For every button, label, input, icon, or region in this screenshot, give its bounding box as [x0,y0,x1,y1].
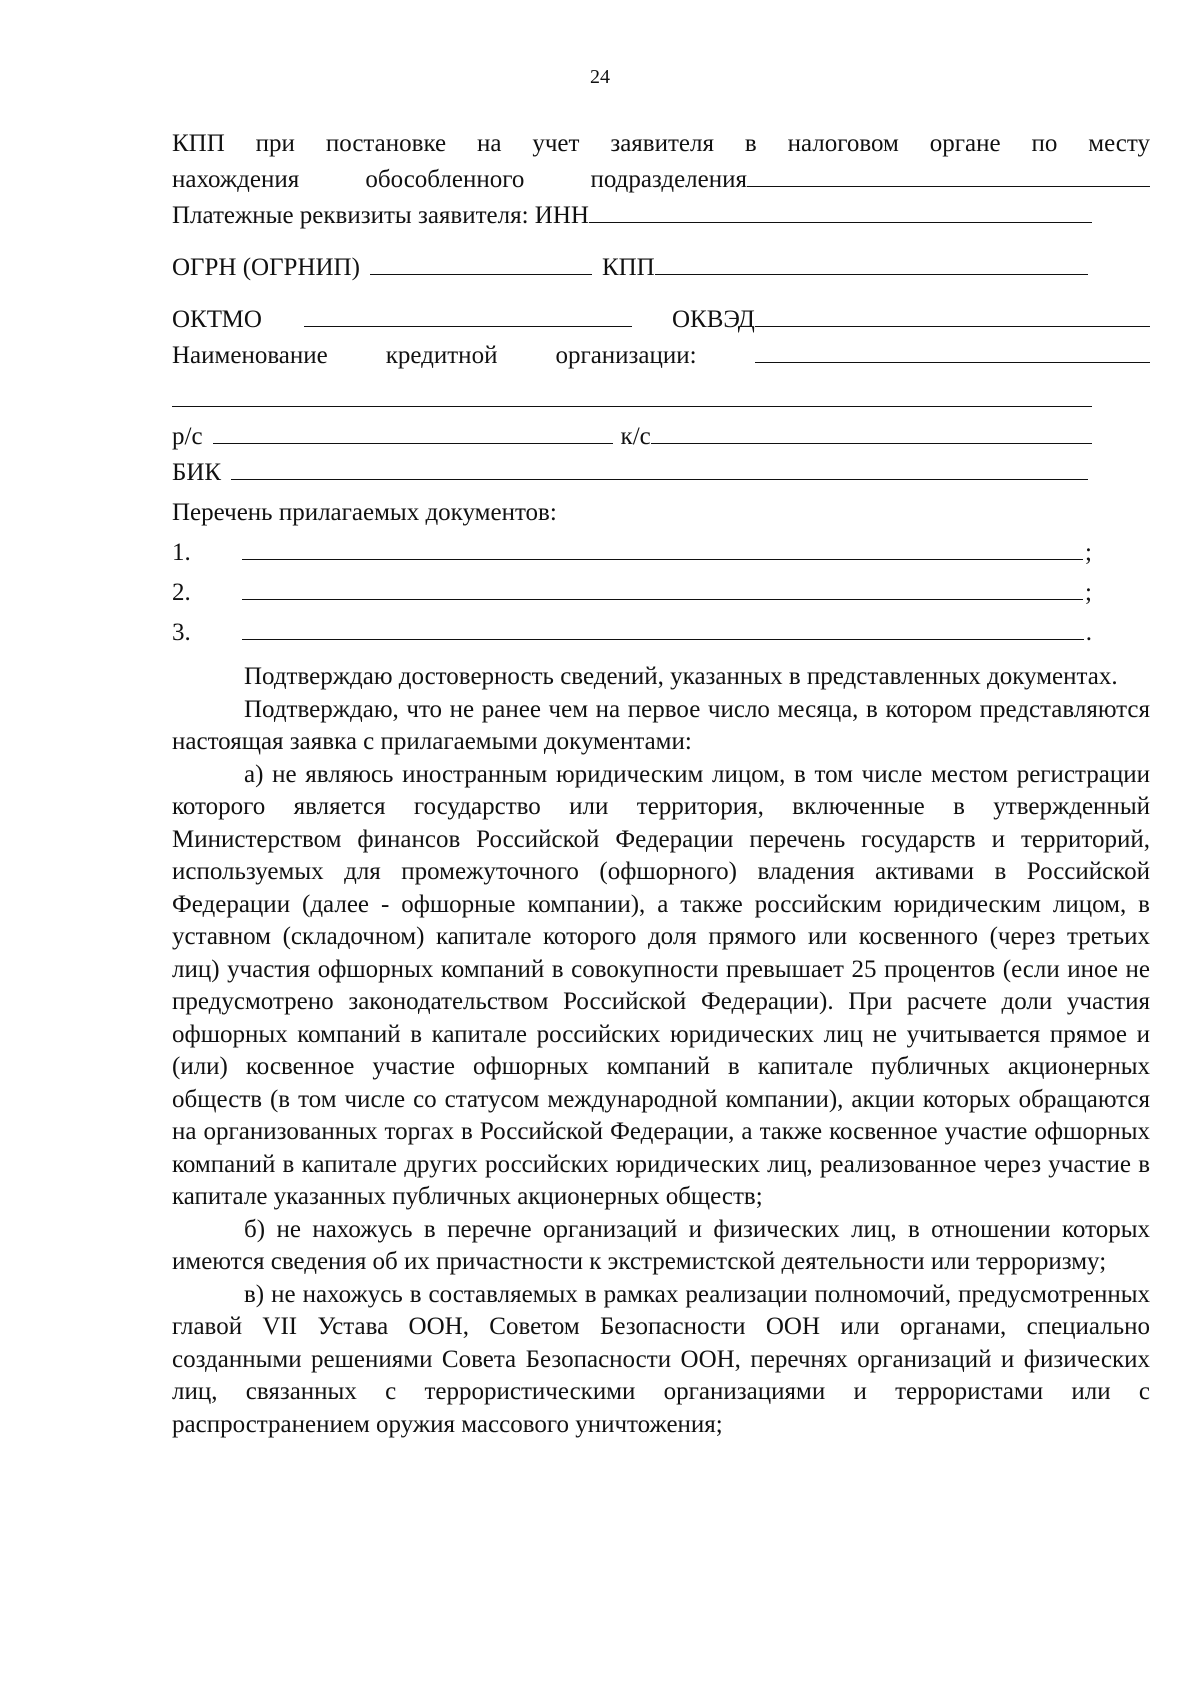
kpp-label: КПП [601,254,655,281]
inn-row [172,196,1092,232]
bik-row [172,453,1088,489]
ogrn-kpp-row [172,248,1088,284]
bank-name-word-1: Наименование [172,342,328,369]
attachment-end: ; [1085,579,1092,606]
accounts-row [172,417,1092,453]
ks-field[interactable] [651,417,1092,444]
inn-field[interactable] [589,196,1092,223]
ogrn-label: ОГРН (ОГРНИП) [172,254,360,281]
inn-label: Платежные реквизиты заявителя: ИНН [172,202,589,229]
oktmo-field[interactable] [304,300,632,327]
attachment-item [172,613,1092,649]
bank-name-field-2[interactable] [172,380,1092,407]
paragraph-item-a: а) не являюсь иностранным юридическим лицом, в том числе местом регистрации которого является государство или территория, включенные в утвержденный Министерством финансов Российской Федерации перечень государств и территорий, используемых для промежуточного (офшорного) владения активами в Российской Федерации (далее - офшорные компании), а также российским юридическим лицом, в уставном (складочном) капитале которого доля прямого или косвенного (через третьих лиц) участия офшорных компаний в совокупности превышает 25 процентов (если иное не предусмотрено законодательством Российской Федерации). При расчете доли участия офшорных компаний в капитале российских юридических лиц не учитывается прямое и (или) косвенное участие офшорных компаний в капитале публичных акционерных обществ (в том числе со статусом международной компании), акции которых обращаются на организованных торгах в Российской Федерации, а также косвенное участие офшорных компаний в капитале других российских юридических лиц, реализованное через участие в капитале указанных публичных акционерных обществ; [172,760,1150,1210]
attachments-title: Перечень прилагаемых документов: [172,499,557,526]
okved-label: ОКВЭД [671,306,755,333]
kpp-line-2-text: нахождения обособленного подразделения [172,166,747,193]
bank-name-field[interactable] [755,336,1150,363]
bik-field[interactable] [231,453,1088,480]
rs-label: р/с [172,423,203,450]
bank-name-word-2: кредитной [385,342,498,369]
attachment-field-1[interactable] [242,533,1083,560]
rs-field[interactable] [213,417,613,444]
attachment-number: 2. [172,579,191,606]
ks-label: к/с [620,423,651,450]
paragraph-item-b: б) не нахожусь в перечне организаций и физических лиц, в отношении которых имеются сведения об их причастности к экстремистской деятельности или терроризму; [172,1215,1150,1275]
bank-name-row [172,336,1150,372]
okved-field[interactable] [755,300,1150,327]
ogrn-field[interactable] [370,248,592,275]
kpp-line-2 [172,160,1150,196]
document-body [172,128,1150,1441]
oktmo-label: ОКТМО [172,306,262,333]
kpp-line-1: КПП при постановке на учет заявителя в налоговом органе по месту [172,130,1150,157]
paragraph-confirm-conditions: Подтверждаю, что не ранее чем на первое число месяца, в котором представляются настоящая заявка с прилагаемыми документами: [172,695,1150,755]
attachment-item [172,573,1092,609]
bank-name-word-3: организации: [555,342,697,369]
bank-name-row-2 [172,380,1092,407]
attachment-end: . [1085,619,1092,646]
attachment-field-2[interactable] [242,573,1083,600]
bik-label: БИК [172,459,222,486]
attachment-number: 1. [172,539,191,566]
paragraph-confirm-accuracy: Подтверждаю достоверность сведений, указанных в представленных документах. [244,663,1118,690]
attachment-field-3[interactable] [242,613,1084,640]
paragraph-item-c: в) не нахожусь в составляемых в рамках реализации полномочий, предусмотренных главой VII Устава ООН, Советом Безопасности ООН или органами, специально созданными решениями Совета Безопасности ООН, перечнях организаций и физических лиц, связанных с террористическими организациями и террористами или с распространением оружия массового уничтожения; [172,1280,1150,1438]
kpp-separate-unit-field[interactable] [747,160,1150,187]
kpp-field[interactable] [655,248,1088,275]
attachment-number: 3. [172,619,191,646]
oktmo-okved-row [172,300,1150,336]
page-number: 24 [590,66,610,88]
attachment-end: ; [1085,539,1092,566]
attachment-item [172,533,1092,569]
